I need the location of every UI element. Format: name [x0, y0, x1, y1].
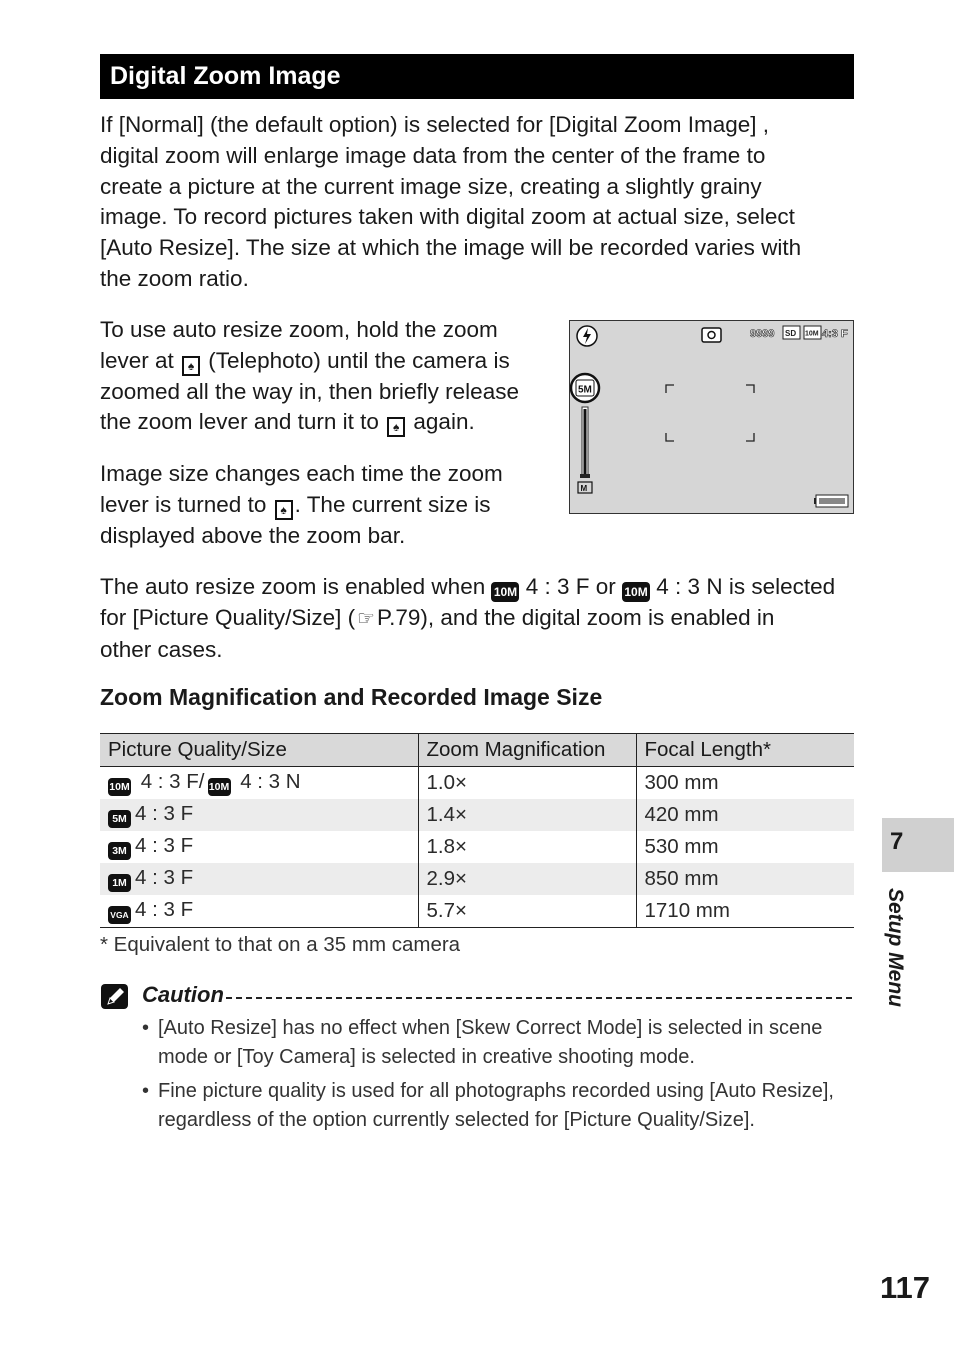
- intro-line: create a picture at the current image size, creating a slightly grainy: [100, 173, 762, 199]
- focal-cell: 850 mm: [636, 863, 854, 895]
- text-line: [100, 346, 560, 377]
- intro-line: image. To record pictures taken with digital zoom at actual size, select: [100, 204, 795, 230]
- text-line: displayed above the zoom bar.: [100, 522, 406, 548]
- sd-card-label: SD: [785, 329, 797, 338]
- battery-icon: [814, 495, 848, 507]
- size-icon: 5M: [108, 810, 131, 828]
- intro-paragraph: [100, 110, 860, 295]
- text-line: [100, 490, 560, 521]
- text-line: [100, 572, 870, 603]
- focal-cell: 530 mm: [636, 831, 854, 863]
- table-row: [100, 895, 854, 928]
- camera-screen-illustration: [569, 320, 854, 514]
- quality-text: 4 : 3 F: [135, 802, 194, 825]
- text-span: lever is turned to: [100, 491, 273, 517]
- telephoto-icon: ♠: [387, 417, 405, 437]
- text-span: for [Picture Quality/Size] (: [100, 604, 356, 630]
- table-header-row: [100, 734, 854, 767]
- text-span: P.79), and the digital zoom is enabled in: [377, 604, 775, 630]
- aspect-label: 4:3 F: [822, 328, 848, 340]
- table-row: [100, 863, 854, 895]
- zoom-size-label: 5M: [578, 384, 592, 396]
- zoom-bar-marker: [580, 474, 590, 478]
- bullet-marker: •: [142, 1017, 150, 1039]
- column-header: Focal Length*: [636, 734, 854, 767]
- intro-line: the zoom ratio.: [100, 265, 249, 291]
- zoom-cell: 1.4×: [418, 799, 636, 831]
- focus-frame: [666, 385, 754, 441]
- bullet-line: Fine picture quality is used for all photographs recorded using [Auto Resize],: [158, 1080, 834, 1102]
- quality-text: 4 : 3 F/: [135, 770, 205, 793]
- text-span: (Telephoto) until the camera is: [202, 347, 510, 373]
- text-line: other cases.: [100, 636, 223, 662]
- quality-cell: [100, 831, 418, 863]
- quality-cell: [100, 767, 418, 800]
- quality-text: 4 : 3 F: [135, 866, 194, 889]
- column-header: Zoom Magnification: [418, 734, 636, 767]
- text-span: 4 : 3 N is selected: [650, 574, 836, 599]
- table-row: [100, 831, 854, 863]
- size-change-paragraph: [100, 459, 560, 551]
- intro-line: [Auto Resize]. The size at which the image will be recorded varies with: [100, 235, 802, 261]
- caution-title: Caution: [142, 982, 224, 1007]
- focal-cell: 420 mm: [636, 799, 854, 831]
- auto-resize-paragraph: [100, 315, 560, 438]
- size-icon: 1M: [108, 874, 131, 892]
- zoom-size-table: [100, 733, 854, 928]
- text-line: [100, 603, 870, 635]
- table-row: [100, 799, 854, 831]
- size-icon: 10M: [108, 778, 131, 796]
- size-10m-icon: 10M: [622, 582, 650, 602]
- chapter-label: Setup Menu: [884, 888, 907, 1007]
- text-span: 4 : 3 F or: [519, 574, 623, 599]
- quality-text: 4 : 3 F: [135, 898, 194, 921]
- telephoto-icon: ♠: [275, 500, 293, 520]
- text-span: the zoom lever and turn it to: [100, 409, 386, 435]
- caution-bullet-2: [142, 1077, 858, 1135]
- quality-cell: [100, 863, 418, 895]
- quality-text: 4 : 3 F: [135, 834, 194, 857]
- zoom-cell: 2.9×: [418, 863, 636, 895]
- camera-screen-graphic: [570, 321, 852, 512]
- quality-text: 4 : 3 N: [234, 770, 301, 793]
- size-icon: 3M: [108, 842, 131, 860]
- text-line: [100, 407, 560, 438]
- focal-cell: 300 mm: [636, 767, 854, 800]
- quality-cell: [100, 799, 418, 831]
- zoom-bar-fill: [584, 409, 587, 475]
- section-title: Digital Zoom Image: [110, 62, 341, 90]
- text-span: The auto resize zoom is enabled when: [100, 574, 492, 599]
- text-line: zoomed all the way in, then briefly release: [100, 378, 519, 404]
- enabled-paragraph: [100, 572, 870, 665]
- zoom-cell: 1.0×: [418, 767, 636, 800]
- size-10m-icon: 10M: [491, 582, 519, 602]
- bullet-marker: •: [142, 1080, 150, 1102]
- text-span: lever at: [100, 347, 181, 373]
- text-line: Image size changes each time the zoom: [100, 461, 503, 486]
- focal-cell: 1710 mm: [636, 895, 854, 928]
- section-heading-bar: [100, 54, 854, 99]
- bullet-line: regardless of the option currently selected for [Picture Quality/Size].: [158, 1109, 755, 1131]
- wide-icon-glyph: M: [580, 484, 588, 493]
- chapter-number: 7: [890, 828, 904, 855]
- camera-mode-icon: [702, 328, 721, 342]
- zoom-cell: 1.8×: [418, 831, 636, 863]
- text-span: . The current size is: [294, 491, 491, 517]
- quality-label: 10M: [805, 330, 819, 338]
- text-line: To use auto resize zoom, hold the zoom: [100, 317, 498, 342]
- pencil-icon: [101, 984, 128, 1009]
- column-header: Picture Quality/Size: [100, 734, 418, 767]
- intro-line: digital zoom will enlarge image data from the center of the frame to: [100, 142, 766, 168]
- table-row: [100, 767, 854, 800]
- table-subheading: Zoom Magnification and Recorded Image Size: [100, 684, 603, 710]
- caution-bullet-1: [142, 1014, 858, 1072]
- telephoto-icon: ♠: [182, 356, 200, 376]
- bullet-line: mode or [Toy Camera] is selected in creative shooting mode.: [158, 1046, 695, 1068]
- caution-divider: [226, 997, 852, 999]
- table-footnote: * Equivalent to that on a 35 mm camera: [100, 933, 461, 956]
- text-span: again.: [407, 409, 475, 435]
- size-icon: 10M: [208, 778, 231, 796]
- zoom-cell: 5.7×: [418, 895, 636, 928]
- bullet-line: [Auto Resize] has no effect when [Skew Correct Mode] is selected in scene: [158, 1017, 823, 1039]
- page-reference-icon: ☞: [357, 607, 376, 630]
- page-number: 117: [880, 1270, 931, 1305]
- shots-remaining: 9999: [750, 328, 775, 340]
- quality-cell: [100, 895, 418, 928]
- caution-icon: [101, 984, 128, 1009]
- size-icon: VGA: [108, 906, 131, 924]
- intro-line: If [Normal] (the default option) is selected for [Digital Zoom Image] ,: [100, 112, 770, 137]
